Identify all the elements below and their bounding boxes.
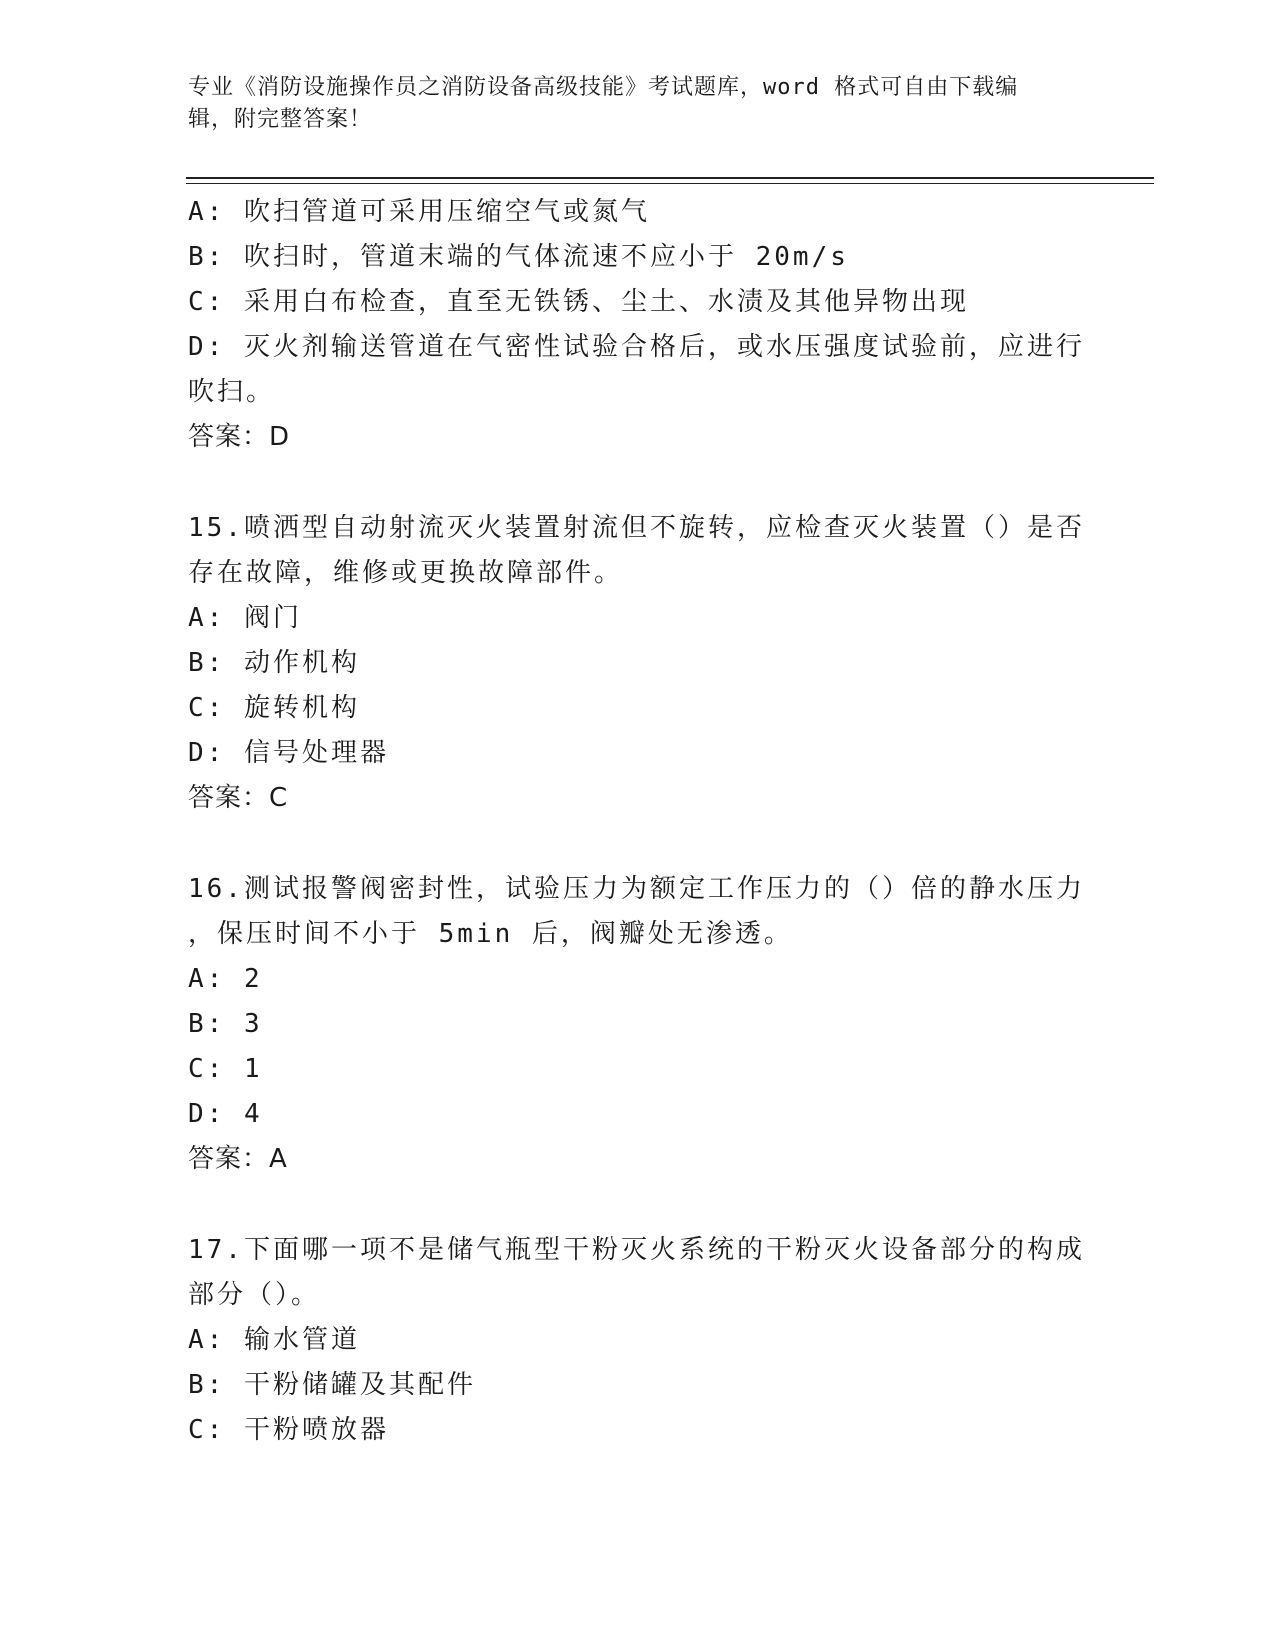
question-stem-continued: ，保压时间不小于 5min 后，阀瓣处无渗透。	[188, 919, 793, 949]
option-c: C: 1	[188, 1054, 263, 1084]
option-a: A: 2	[188, 964, 263, 994]
spacer	[188, 460, 1088, 506]
option-a: A: 吹扫管道可采用压缩空气或氮气	[188, 197, 650, 227]
spacer	[188, 1182, 1088, 1228]
question-list	[188, 190, 1088, 1453]
question-15	[188, 506, 1088, 821]
header-line-1: 专业《消防设施操作员之消防设备高级技能》考试题库，word 格式可自由下载编	[188, 75, 1019, 100]
option-c: C: 干粉喷放器	[188, 1415, 389, 1445]
question-stem: 15.喷洒型自动射流灭火装置射流但不旋转，应检查灭火装置（）是否	[188, 513, 1085, 543]
answer-16: 答案：A	[188, 1144, 288, 1174]
page-header	[188, 72, 1068, 136]
option-d: D: 信号处理器	[188, 738, 389, 768]
question-stem-continued: 部分（）。	[188, 1280, 321, 1310]
spacer	[188, 821, 1088, 867]
option-a: A: 阀门	[188, 603, 302, 633]
option-c: C: 旋转机构	[188, 693, 360, 723]
option-c: C: 采用白布检查，直至无铁锈、尘土、水渍及其他异物出现	[188, 287, 969, 317]
option-d-continued: 吹扫。	[188, 377, 276, 407]
question-stem: 17.下面哪一项不是储气瓶型干粉灭火系统的干粉灭火设备部分的构成	[188, 1235, 1085, 1265]
question-16	[188, 867, 1088, 1182]
option-b: B: 吹扫时，管道末端的气体流速不应小于 20m/s	[188, 242, 849, 272]
option-d: D: 灭火剂输送管道在气密性试验合格后，或水压强度试验前，应进行	[188, 332, 1085, 362]
option-a: A: 输水管道	[188, 1325, 360, 1355]
question-17	[188, 1228, 1088, 1453]
option-d: D: 4	[188, 1099, 263, 1129]
question-stem-continued: 存在故障，维修或更换故障部件。	[188, 558, 624, 588]
answer-15: 答案：C	[188, 783, 289, 813]
question-stem: 16.测试报警阀密封性，试验压力为额定工作压力的（）倍的静水压力	[188, 874, 1085, 904]
header-line-2: 辑，附完整答案！	[188, 107, 373, 132]
option-b: B: 动作机构	[188, 648, 360, 678]
question-14	[188, 190, 1088, 460]
answer-14: 答案：D	[188, 422, 291, 452]
option-b: B: 3	[188, 1009, 263, 1039]
header-rule-thick	[186, 177, 1154, 179]
header-rule-thin	[186, 183, 1154, 184]
option-b: B: 干粉储罐及其配件	[188, 1370, 476, 1400]
